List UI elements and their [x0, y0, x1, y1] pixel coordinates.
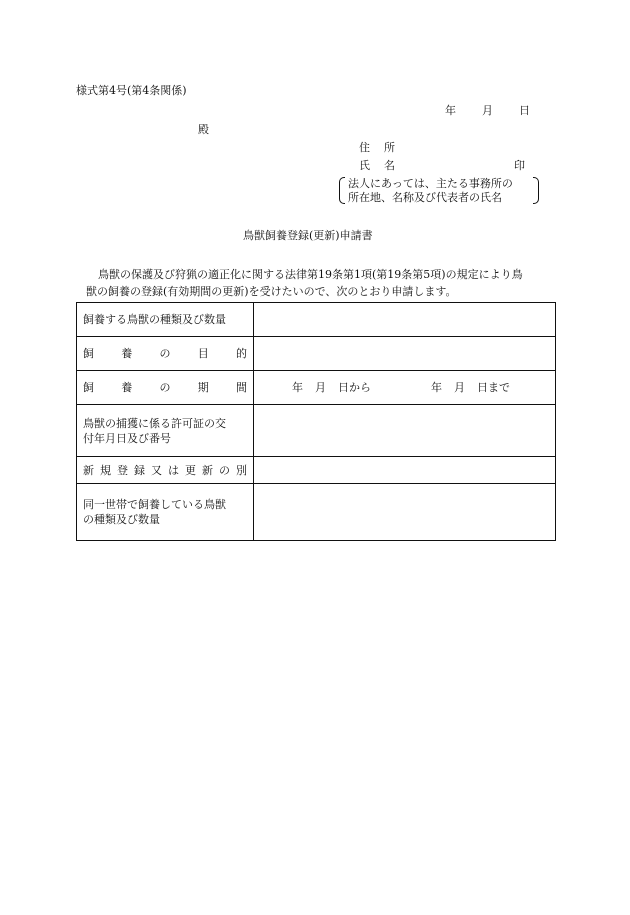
row-registration-type [77, 457, 556, 484]
date-month: 月 [482, 104, 493, 117]
period-from-month: 月 [315, 381, 326, 394]
date-year: 年 [445, 104, 456, 117]
field-species-quantity[interactable] [254, 303, 556, 337]
field-household[interactable] [254, 484, 556, 541]
field-period[interactable] [254, 371, 556, 405]
body-line1: 鳥獣の保護及び狩猟の適正化に関する法律第19条第1項(第19条第5項)の規定により鳥 [98, 268, 523, 281]
corporate-note-line1: 法人にあっては、主たる事務所の [348, 177, 513, 190]
label-period: 飼 養 の 期 間 [77, 371, 254, 405]
address-label: 住 所 [359, 141, 395, 154]
row-permit [77, 405, 556, 457]
field-purpose[interactable] [254, 337, 556, 371]
date-day: 日 [519, 104, 530, 117]
application-table [76, 302, 556, 541]
corporate-note-line2: 所在地、名称及び代表者の氏名 [348, 191, 502, 204]
period-from-day: 日から [338, 381, 371, 394]
row-purpose [77, 337, 556, 371]
addressee-suffix: 殿 [198, 123, 209, 136]
right-bracket [533, 177, 539, 204]
name-label: 氏 名 [359, 159, 395, 172]
corporate-note [339, 176, 539, 206]
left-bracket [339, 177, 345, 204]
form-number: 様式第4号(第4条関係) [76, 84, 187, 97]
label-permit: 鳥獣の捕獲に係る許可証の交 付年月日及び番号 [77, 405, 254, 457]
period-from-year: 年 [292, 381, 303, 394]
label-registration-type: 新 規 登 録 又 は 更 新 の 別 [77, 457, 254, 484]
label-species-quantity: 飼養する鳥獣の種類及び数量 [77, 303, 254, 337]
period-to-month: 月 [454, 381, 465, 394]
period-to-year: 年 [431, 381, 442, 394]
body-line2: 獣の飼養の登録(有効期間の更新)を受けたいので、次のとおり申請します。 [86, 285, 457, 298]
field-registration-type[interactable] [254, 457, 556, 484]
seal-mark: 印 [514, 159, 525, 172]
document-title: 鳥獣飼養登録(更新)申請書 [243, 229, 373, 242]
label-purpose: 飼 養 の 目 的 [77, 337, 254, 371]
period-to-day: 日まで [477, 381, 510, 394]
date-line [445, 104, 530, 118]
row-species-quantity [77, 303, 556, 337]
row-household [77, 484, 556, 541]
row-period [77, 371, 556, 405]
label-household: 同一世帯で飼養している鳥獣 の種類及び数量 [77, 484, 254, 541]
field-permit[interactable] [254, 405, 556, 457]
